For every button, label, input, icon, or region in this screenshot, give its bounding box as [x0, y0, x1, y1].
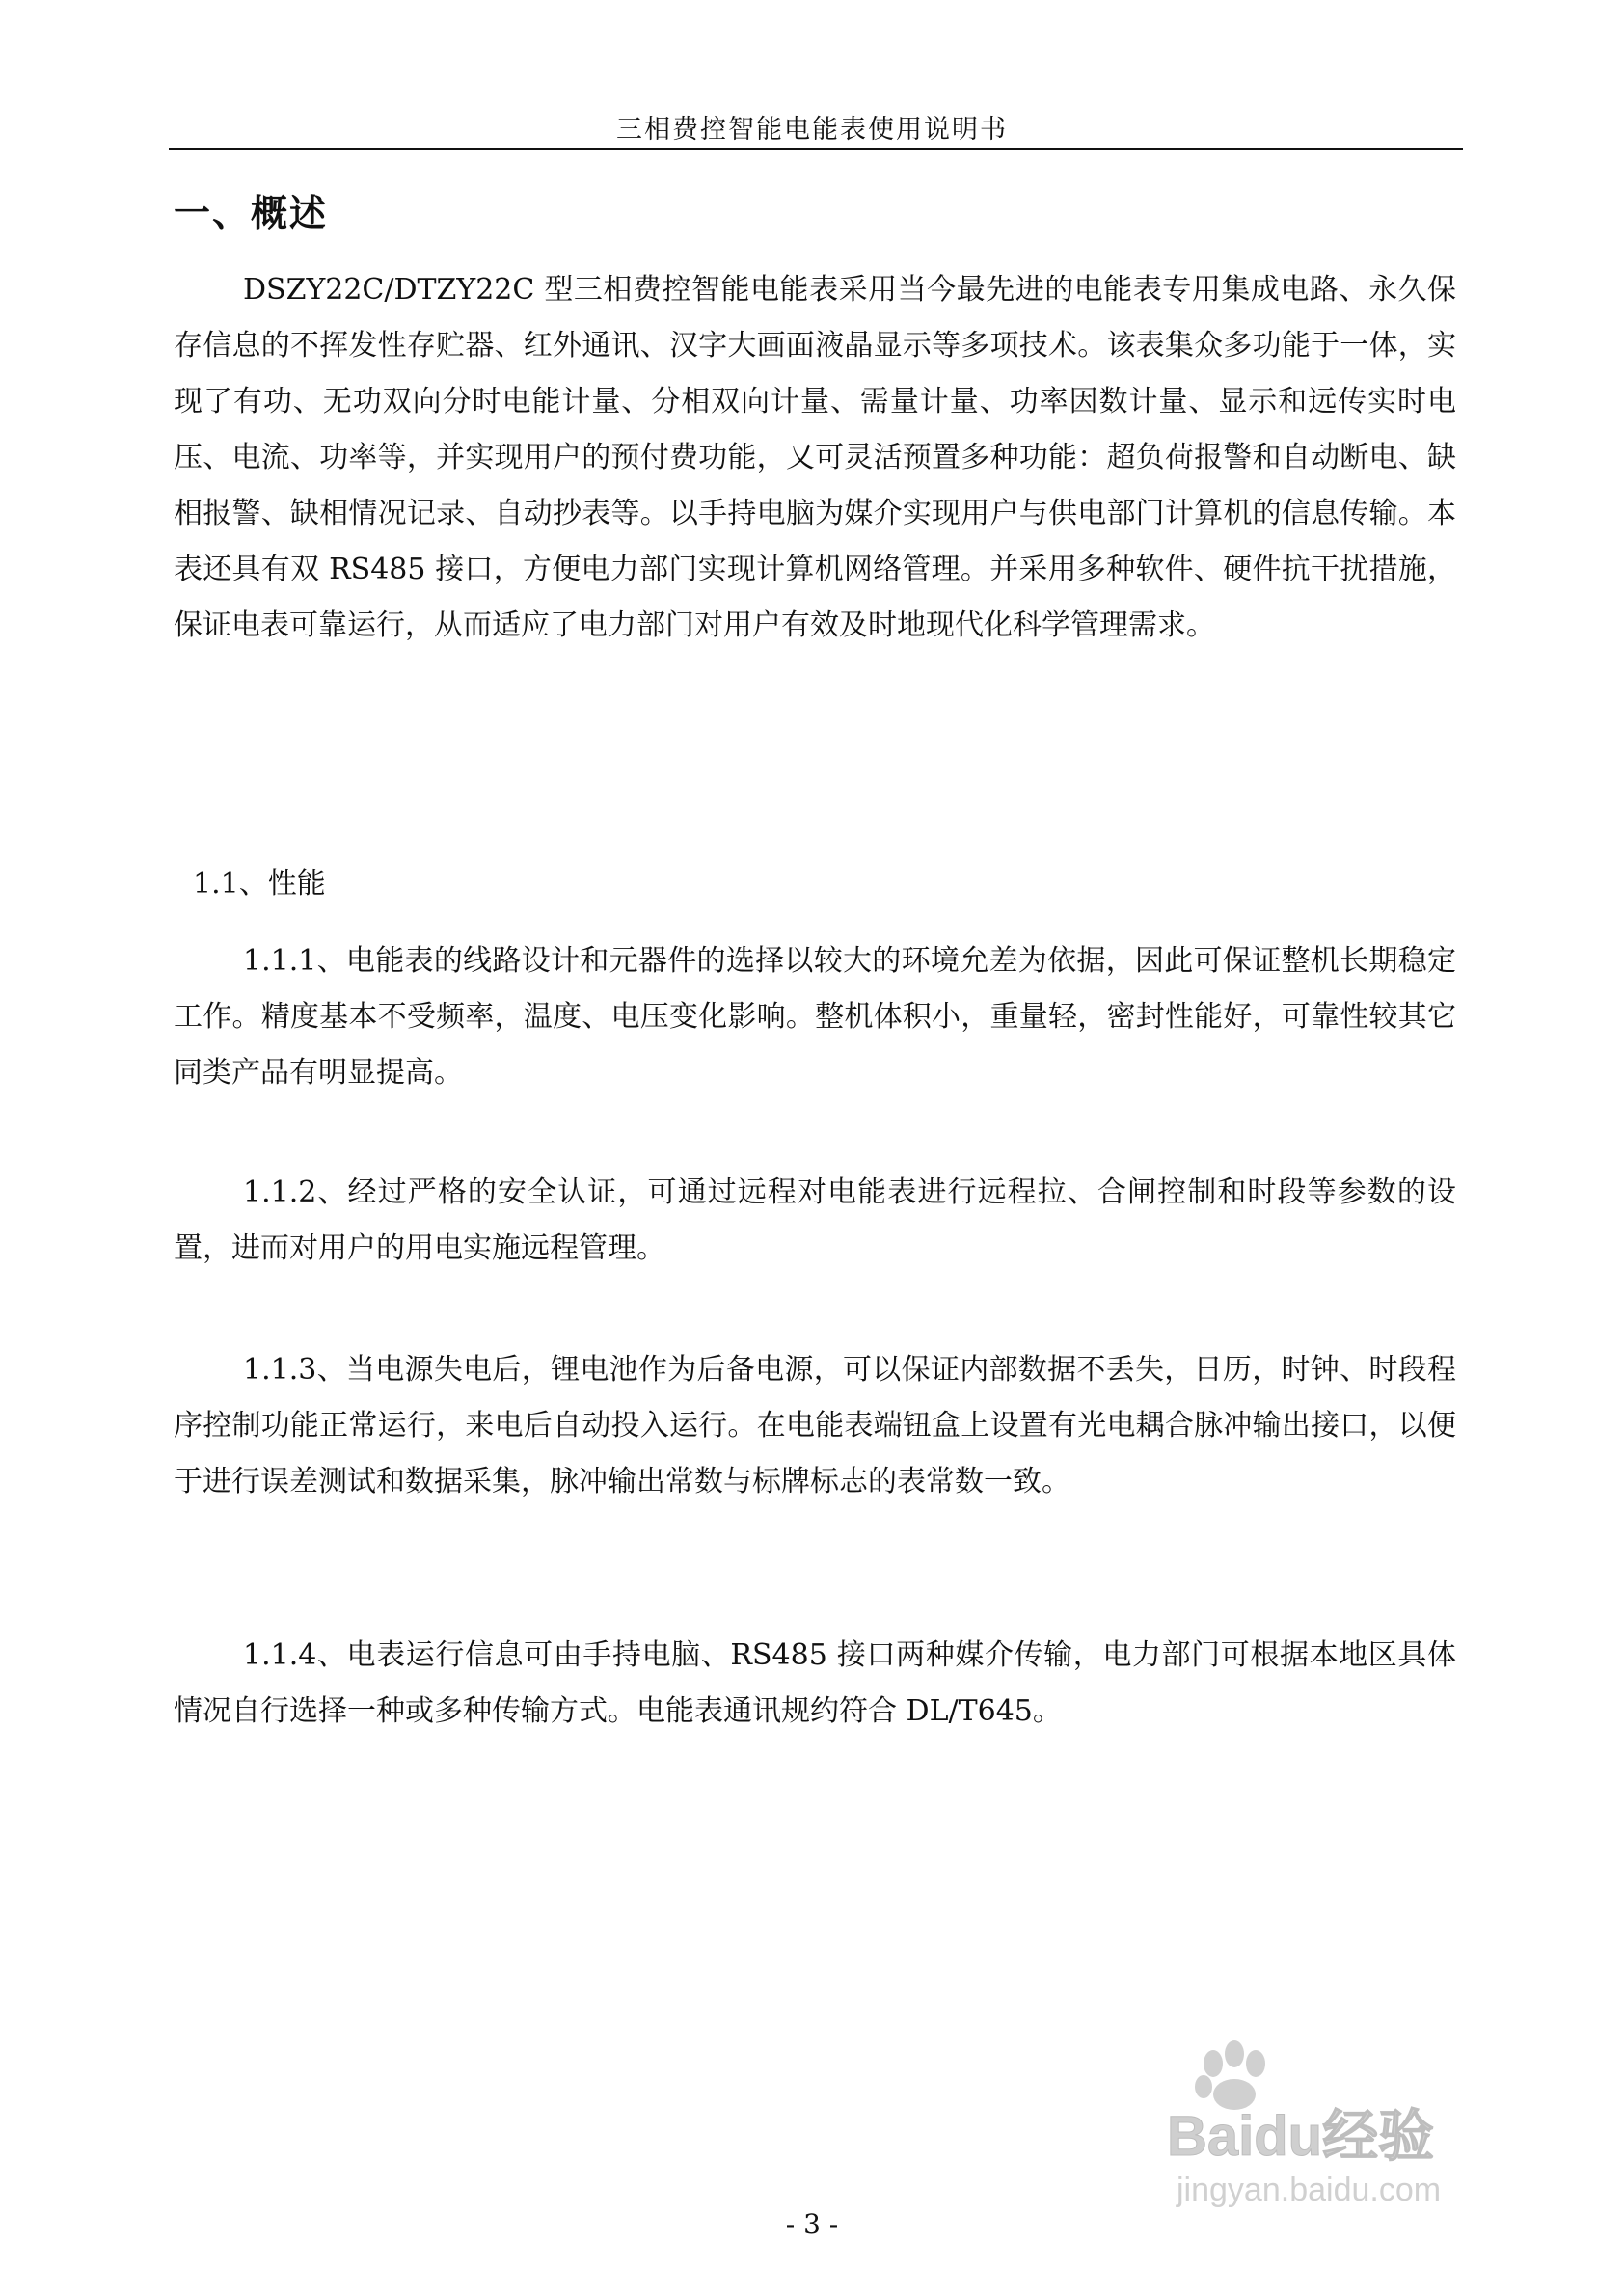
subsection-heading: 1.1、性能 — [193, 867, 326, 901]
paragraph-1-1-3: 1.1.3、当电源失电后，锂电池作为后备电源，可以保证内部数据不丢失，日历，时钟、时段程序控制功能正常运行，来电后自动投入运行。在电能表端钮盒上设置有光电耦合脉冲输出接口，以便于进行误差测试和数据采集，脉冲输出常数与标牌标志的表常数一致。 — [174, 1353, 1456, 1499]
watermark-brand: Baidu经验 — [1167, 2105, 1435, 2168]
paragraph-1-1-2: 1.1.2、经过严格的安全认证，可通过远程对电能表进行远程拉、合闸控制和时段等参数的设置，进而对用户的用电实施远程管理。 — [174, 1175, 1456, 1265]
paragraph-1-1-1: 1.1.1、电能表的线路设计和元器件的选择以较大的环境允差为依据，因此可保证整机长期稳定工作。精度基本不受频率，温度、电压变化影响。整机体积小，重量轻，密封性能好，可靠性较其它同类产品有明显提高。 — [174, 944, 1456, 1090]
section-heading: 一、概述 — [174, 192, 329, 234]
watermark-url: jingyan.baidu.com — [1177, 2172, 1442, 2208]
page-number: - 3 - — [785, 2208, 839, 2240]
intro-paragraph: DSZY22C/DTZY22C 型三相费控智能电能表采用当今最先进的电能表专用集成电路、永久保存信息的不挥发性存贮器、红外通讯、汉字大画面液晶显示等多项技术。该表集众多功能于一体，实现了有功、无功双向分时电能计量、分相双向计量、需量计量、功率因数计量、显示和远传实时电压、电流、功率等，并实现用户的预付费功能，又可灵活预置多种功能：超负荷报警和自动断电、缺相报警、缺相情况记录、自动抄表等。以手持电脑为媒介实现用户与供电部门计算机的信息传输。本表还具有双 RS485 接口，方便电力部门实现计算机网络管理。并采用多种软件、硬件抗干扰措施，保证电表可靠运行，从而适应了电力部门对用户有效及时地现代化科学管理需求。 — [174, 273, 1456, 642]
document-header-title: 三相费控智能电能表使用说明书 — [616, 115, 1008, 145]
baidu-jingyan-watermark — [1138, 2025, 1524, 2218]
paragraph-1-1-4: 1.1.4、电表运行信息可由手持电脑、RS485 接口两种媒介传输，电力部门可根据本地区具体情况自行选择一种或多种传输方式。电能表通讯规约符合 DL/T645。 — [174, 1638, 1456, 1728]
header-divider — [169, 148, 1463, 150]
